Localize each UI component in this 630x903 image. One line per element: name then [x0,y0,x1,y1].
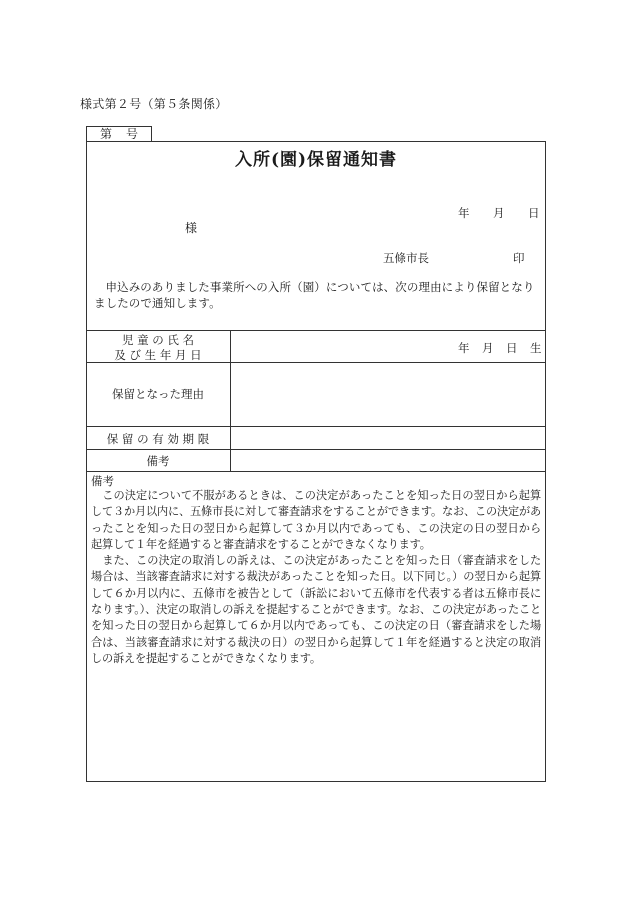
remarks-body [91,488,541,667]
document-number-box [86,126,152,141]
number-prefix: 第 [99,127,112,141]
date-day: 日 [528,206,540,220]
remarks-paragraph-appeal: この決定について不服があるときは、この決定があったことを知った日の翌日から起算して３か月以内に、五條市長に対して審査請求をすることができます。なお、この決定があったことを知った日の翌日から起算して３か月以内であっても、この決定の日の翌日から起算して１年を経過すると審査請求をすることができなくなります。 [91,489,541,551]
remarks-row-label: 備考 [146,454,170,468]
date-year: 年 [458,206,470,220]
birth-suffix: 生 [530,341,542,355]
remarks-heading: 備考 [91,474,114,488]
remarks-paragraph-lawsuit: また、この決定の取消しの訴えは、この決定があったことを知った日（審査請求をした場合は、当該審査請求に対する裁決があったことを知った日。以下同じ。）の翌日から起算して６か月以内に、五條市を被告として（訴訟において五條市を代表する者は五條市長になります。）、決定の取消しの訴えを提起することができます。なお、この決定があったことを知った日の翌日から起算して６か月以内であっても、この決定の日（審査請求をした場合は、当該審査請求に対する裁決の日）の翌日から起算して１年を経過すると決定の取消しの訴えを提起することができなくなります。 [91,554,541,665]
table-rule-2 [86,426,546,427]
birth-day: 日 [506,341,518,355]
date-month: 月 [493,206,505,220]
seal-mark: 印 [513,251,525,265]
form-number-label: 様式第２号（第５条関係） [80,97,228,111]
hold-validity-label: 保 留 の 有 効 期 限 [106,432,210,446]
child-name-label-line1: 児 童 の 氏 名 [121,333,195,347]
table-top-rule [86,330,546,331]
table-rule-3 [86,449,546,450]
birth-year: 年 [458,341,470,355]
issuer-name: 五條市長 [383,251,429,265]
hold-reason-label: 保留となった理由 [112,387,204,401]
document-title: 入所(園)保留通知書 [234,150,398,170]
child-name-label-line2: 及 び 生 年 月 日 [114,348,202,362]
table-column-divider [230,330,231,471]
birth-month: 月 [482,341,494,355]
number-suffix: 号 [125,127,138,141]
table-rule-4 [86,471,546,472]
addressee-honorific: 様 [185,221,198,235]
notice-intro: 申込みのありました事業所への入所（園）については、次の理由により保留となりましたので通知します。 [94,280,535,310]
